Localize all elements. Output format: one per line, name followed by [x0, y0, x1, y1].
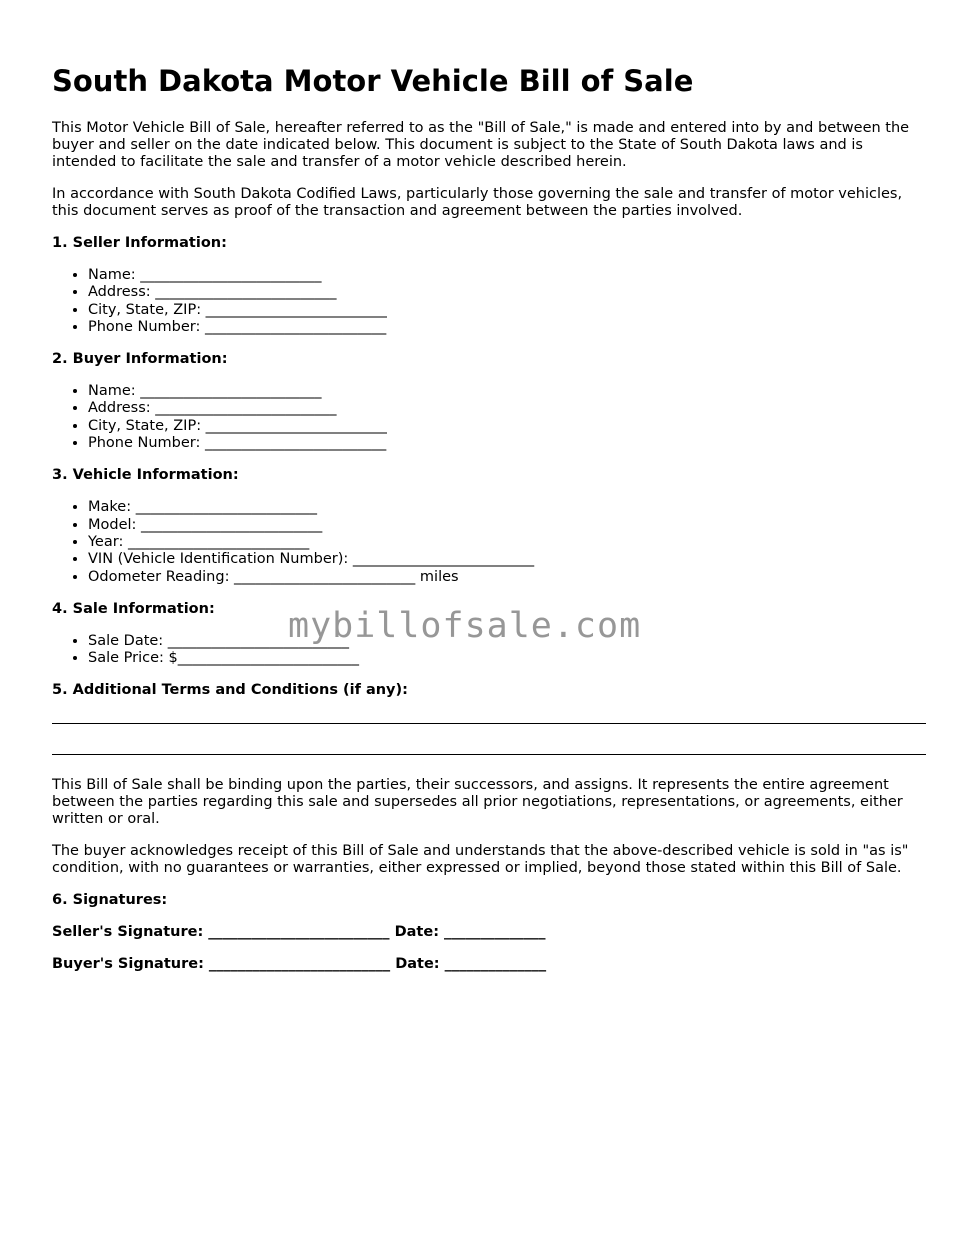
seller-heading: 1. Seller Information: — [52, 235, 227, 251]
vehicle-make-field: • Make: _________________________ — [88, 499, 926, 516]
sale-heading: 4. Sale Information: — [52, 600, 215, 617]
vehicle-vin-field: • VIN (Vehicle Identification Number): _________________________ — [88, 551, 926, 568]
buyer-name-field: • Name: _________________________ — [88, 383, 926, 400]
seller-signature-line: Seller's Signature: _________________________ Date: ______________ — [52, 924, 546, 941]
buyer-signature-line: Buyer's Signature: _________________________ Date: ______________ — [52, 956, 547, 973]
vehicle-heading: 3. Vehicle Information: — [52, 467, 239, 484]
terms-heading: 5. Additional Terms and Conditions (if any): — [52, 682, 408, 699]
terms-line-1 — [52, 723, 926, 724]
buyer-phone-field: • Phone Number: _________________________ — [88, 435, 926, 452]
sale-date-field: • Sale Date: _________________________ — [88, 633, 926, 650]
signatures-heading: 6. Signatures: — [52, 892, 168, 909]
buyer-fields — [52, 383, 926, 452]
seller-city-state-zip-field: • City, State, ZIP: _________________________ — [88, 302, 926, 319]
intro-paragraph-2: In accordance with South Dakota Codified Laws, particularly those governing the sale and transfer of motor vehicles, this document serves as proof of the transaction and agreement between the parties involved. — [52, 186, 903, 219]
vehicle-odometer-field: • Odometer Reading: _________________________ miles — [88, 569, 926, 586]
page-title: South Dakota Motor Vehicle Bill of Sale — [52, 64, 694, 98]
binding-paragraph: This Bill of Sale shall be binding upon the parties, their successors, and assigns. It represents the entire agreement between the parties regarding this sale and supersedes all prior negotiations, representations, or agreements, either written or oral. — [52, 777, 903, 828]
vehicle-fields — [52, 499, 926, 585]
buyer-heading: 2. Buyer Information: — [52, 351, 228, 368]
seller-address-field: • Address: _________________________ — [88, 284, 926, 301]
sale-price-field: • Sale Price: $_________________________ — [88, 650, 926, 667]
seller-fields — [52, 267, 926, 336]
buyer-address-field: • Address: _________________________ — [88, 400, 926, 417]
vehicle-model-field: • Model: _________________________ — [88, 517, 926, 534]
buyer-city-state-zip-field: • City, State, ZIP: _________________________ — [88, 418, 926, 435]
bill-of-sale-document — [52, 56, 926, 988]
seller-name-field: • Name: _________________________ — [88, 267, 926, 284]
vehicle-year-field: • Year: _________________________ — [88, 534, 926, 551]
watermark-text: mybillofsale.com — [288, 606, 642, 646]
acknowledgement-paragraph: The buyer acknowledges receipt of this Bill of Sale and understands that the above-described vehicle is sold in "as is" condition, with no guarantees or warranties, either expressed or implied, beyond those stated within this Bill of Sale. — [52, 843, 909, 877]
seller-phone-field: • Phone Number: _________________________ — [88, 319, 926, 336]
terms-line-2 — [52, 754, 926, 755]
intro-paragraph-1: This Motor Vehicle Bill of Sale, hereafter referred to as the "Bill of Sale," is made and entered into by and between the buyer and seller on the date indicated below. This document is subject to the State of South Dakota laws and is intended to facilitate the sale and transfer of a motor vehicle described herein. — [52, 120, 910, 170]
